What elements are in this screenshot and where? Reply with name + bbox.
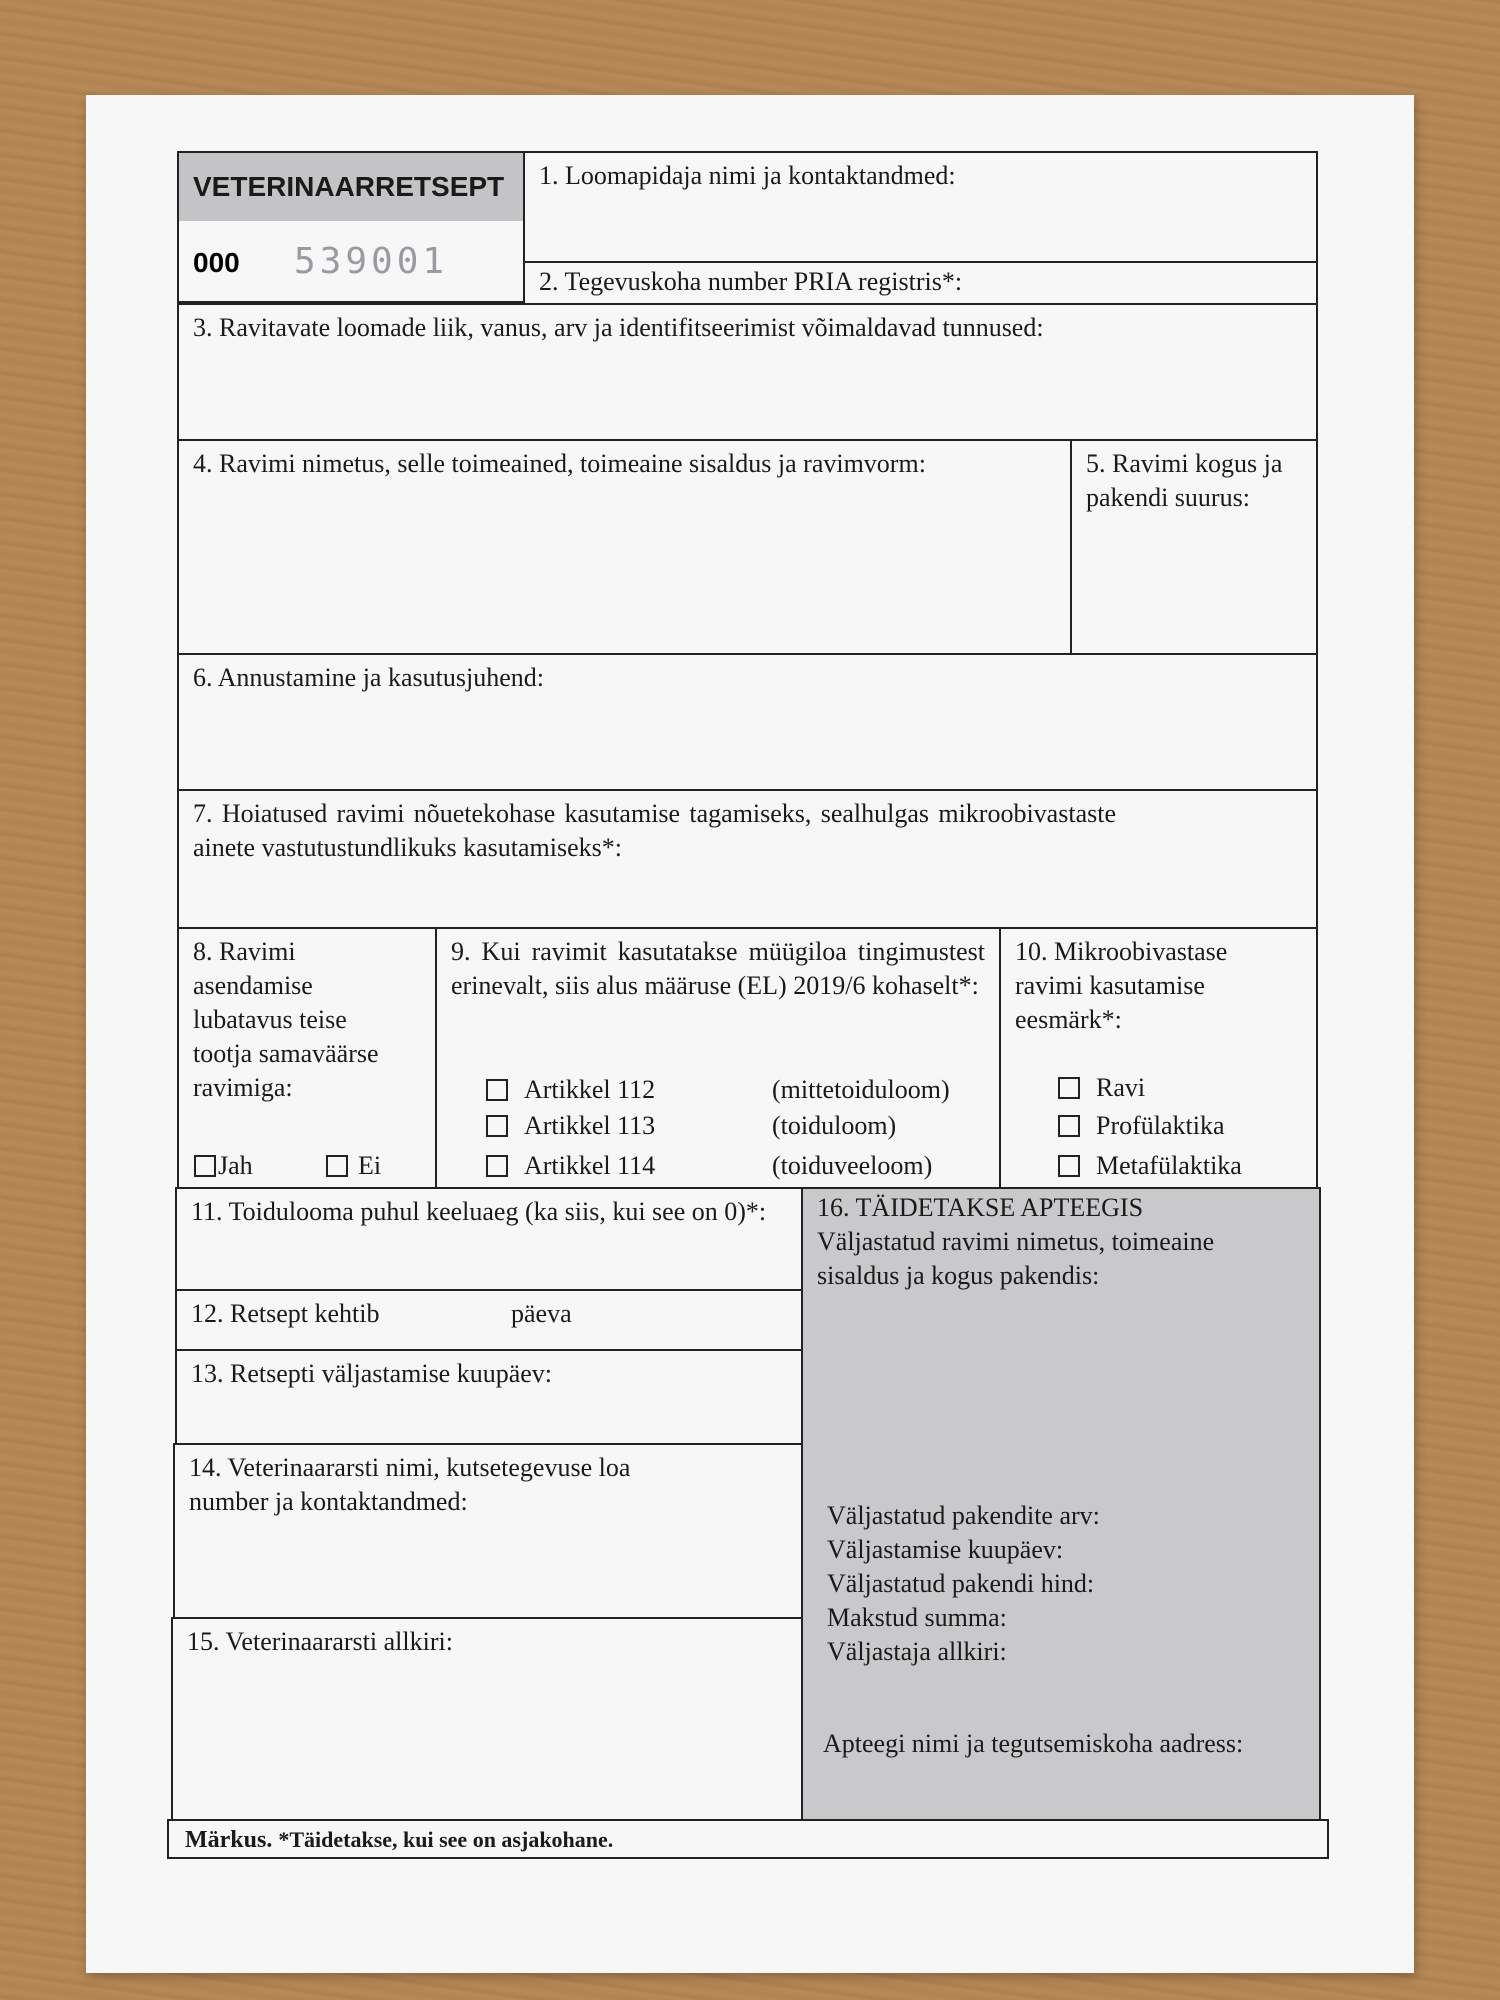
checkbox-artikkel-112[interactable] [486,1079,508,1101]
note-text: *Täidetakse, kui see on asjakohane. [278,1827,614,1852]
f9-option-1-note: (mittetoiduloom) [772,1075,950,1104]
checkbox-no-label: Ei [358,1151,382,1180]
f10-option-2[interactable] [1058,1109,1225,1143]
f16-line-2: Väljastamise kuupäev: [827,1535,1064,1564]
checkbox-artikkel-113[interactable] [486,1115,508,1137]
field-9-label: 9. Kui ravimit kasutatakse müügiloa tingimustest erinevalt, siis alus määruse (EL) 2019/6 kohaselt*: [451,937,985,1000]
field-5-quantity[interactable] [1070,439,1318,655]
f9-option-1[interactable] [486,1073,655,1107]
serial-prefix: 000 [193,247,240,278]
f9-option-2-note: (toiduloom) [772,1111,897,1140]
checkbox-metafulaktika[interactable] [1058,1155,1080,1177]
field-11-label: 11. Toidulooma puhul keeluaeg (ka siis, kui see on 0)*: [191,1197,767,1226]
field-6-dosage[interactable] [177,653,1318,791]
field-10-label: 10. Mikroobivastase ravimi kasutamise eesmärk*: [1015,937,1228,1034]
f9-option-3[interactable] [486,1149,655,1183]
checkbox-profulaktika[interactable] [1058,1115,1080,1137]
checkbox-artikkel-114[interactable] [486,1155,508,1177]
f16-pharmacy-address: Apteegi nimi ja tegutsemiskoha aadress: [823,1729,1244,1758]
field-7-label: 7. Hoiatused ravimi nõuetekohase kasutamise tagamiseks, sealhulgas mikroobivastaste ainete vastutustundlikuks kasutamiseks*: [193,799,1116,862]
checkbox-no[interactable] [326,1155,348,1177]
field-1-label: 1. Loomapidaja nimi ja kontaktandmed: [539,161,956,190]
checkbox-yes[interactable] [194,1155,216,1177]
field-15-label: 15. Veterinaararsti allkiri: [187,1627,453,1656]
field-16-title: 16. TÄIDETAKSE APTEEGIS [817,1193,1144,1222]
field-16-subtitle: Väljastatud ravimi nimetus, toimeaine sisaldus ja kogus pakendis: [817,1227,1215,1290]
field-12-unit: päeva [511,1299,572,1328]
field-16-lines [827,1499,1100,1669]
note-label: Märkus. [185,1827,273,1853]
field-5-label: 5. Ravimi kogus ja pakendi suurus: [1086,449,1283,512]
field-7-warnings[interactable] [177,789,1318,929]
f9-option-1-label: Artikkel 112 [524,1075,656,1104]
f10-option-1[interactable] [1058,1071,1145,1105]
f16-line-1: Väljastatud pakendite arv: [827,1501,1100,1530]
field-1-owner[interactable] [523,151,1318,263]
checkbox-ravi[interactable] [1058,1077,1080,1099]
field-4-medicine[interactable] [177,439,1072,655]
field-12-label: 12. Retsept kehtib [191,1299,380,1328]
field-13-label: 13. Retsepti väljastamise kuupäev: [191,1359,553,1388]
field-2-label: 2. Tegevuskoha number PRIA registris*: [539,267,963,296]
f16-line-4: Makstud summa: [827,1603,1007,1632]
serial-number: 539001 [294,241,449,282]
field-14-label: 14. Veterinaararsti nimi, kutsetegevuse loa number ja kontaktandmed: [189,1453,631,1516]
field-15-signature[interactable] [171,1617,803,1821]
field-16-pharmacy [801,1187,1321,1821]
field-12-validity[interactable] [175,1289,803,1351]
field-3-animals[interactable] [177,303,1318,441]
field-8-yes[interactable] [194,1149,253,1183]
f9-option-3-label: Artikkel 114 [524,1151,656,1180]
f10-option-3-label: Metafülaktika [1096,1151,1242,1180]
field-3-label: 3. Ravitavate loomade liik, vanus, arv ja identifitseerimist võimaldavad tunnused: [193,313,1044,342]
f10-option-2-label: Profülaktika [1096,1111,1225,1140]
checkbox-yes-label: Jah [218,1151,253,1180]
field-4-label: 4. Ravimi nimetus, selle toimeained, toimeaine sisaldus ja ravimvorm: [193,449,926,478]
prescription-form [86,95,1414,1973]
f10-option-3[interactable] [1058,1149,1242,1183]
f9-option-3-note: (toiduveeloom) [772,1151,933,1180]
f16-line-5: Väljastaja allkiri: [827,1637,1007,1666]
field-6-label: 6. Annustamine ja kasutusjuhend: [193,663,544,692]
f9-option-2[interactable] [486,1109,655,1143]
footer-note [167,1819,1329,1859]
f16-line-3: Väljastatud pakendi hind: [827,1569,1095,1598]
field-14-vet-info[interactable] [173,1443,803,1619]
field-8-no[interactable] [326,1149,381,1183]
field-11-withdrawal[interactable] [175,1187,803,1291]
form-title: VETERINAARRETSEPT [179,153,523,221]
field-8-label: 8. Ravimi asendamise lubatavus teise tootja samaväärse ravimiga: [193,937,379,1102]
field-2-pria[interactable] [523,261,1318,305]
f9-option-2-label: Artikkel 113 [524,1111,656,1140]
f10-option-1-label: Ravi [1096,1073,1146,1102]
field-13-issue-date[interactable] [175,1349,803,1445]
